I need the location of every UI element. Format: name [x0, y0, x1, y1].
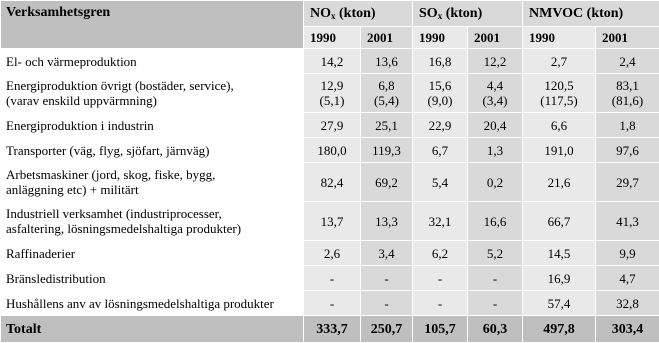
header-group-subscript: x — [438, 11, 443, 21]
value-cell: 120,5 (117,5) — [523, 74, 596, 113]
value-cell: 2,4 — [596, 49, 659, 74]
value-cell: 6,6 — [523, 113, 596, 138]
value-cell: 32,8 — [596, 291, 659, 316]
value-cell: 69,2 — [361, 163, 413, 202]
value-cell: 4,7 — [596, 266, 659, 291]
value-cell: 66,7 — [523, 202, 596, 241]
value-cell: 191,0 — [523, 138, 596, 163]
value-cell: - — [413, 266, 468, 291]
value-cell: - — [468, 266, 523, 291]
year-cell: 2001 — [596, 27, 659, 49]
value-cell: - — [361, 266, 413, 291]
table-row — [1, 74, 659, 113]
row-label: Raffinaderier — [1, 241, 304, 266]
year-cell: 2001 — [361, 27, 413, 49]
value-cell: 57,4 — [523, 291, 596, 316]
value-cell: 21,6 — [523, 163, 596, 202]
value-cell: 5,2 — [468, 241, 523, 266]
value-cell: 1,8 — [596, 113, 659, 138]
value-cell: 15,6 (9,0) — [413, 74, 468, 113]
value-cell: 2,6 — [304, 241, 361, 266]
value-cell: 22,9 — [413, 113, 468, 138]
year-cell: 1990 — [304, 27, 361, 49]
value-cell: 13,3 — [361, 202, 413, 241]
header-row — [1, 1, 659, 27]
value-cell: 14,5 — [523, 241, 596, 266]
value-cell: 29,7 — [596, 163, 659, 202]
row-label: Energiproduktion i industrin — [1, 113, 304, 138]
total-label: Totalt — [1, 316, 304, 343]
value-cell: 25,1 — [361, 113, 413, 138]
header-group-unit: (kton) — [336, 6, 376, 21]
value-cell: 2,7 — [523, 49, 596, 74]
value-cell: 41,3 — [596, 202, 659, 241]
row-label: El- och värmeproduktion — [1, 49, 304, 74]
header-group-1 — [413, 1, 523, 27]
value-cell: 12,2 — [468, 49, 523, 74]
value-cell: 27,9 — [304, 113, 361, 138]
value-cell: 5,4 — [413, 163, 468, 202]
header-group-unit: (kton) — [442, 6, 482, 21]
table-row — [1, 113, 659, 138]
year-cell: 2001 — [468, 27, 523, 49]
header-sector: Verksamhetsgren — [1, 1, 304, 49]
total-row — [1, 316, 659, 343]
value-cell: 3,4 — [361, 241, 413, 266]
year-cell: 1990 — [413, 27, 468, 49]
value-cell: 9,9 — [596, 241, 659, 266]
table-row — [1, 241, 659, 266]
total-value: 303,4 — [596, 316, 659, 343]
row-label: Bränsledistribution — [1, 266, 304, 291]
header-group-main: SO — [419, 6, 438, 21]
header-group-subscript: x — [331, 11, 336, 21]
value-cell: 4,4 (3,4) — [468, 74, 523, 113]
value-cell: - — [304, 266, 361, 291]
value-cell: - — [468, 291, 523, 316]
value-cell: 12,9 (5,1) — [304, 74, 361, 113]
year-cell: 1990 — [523, 27, 596, 49]
value-cell: 16,9 — [523, 266, 596, 291]
table-row — [1, 138, 659, 163]
value-cell: 97,6 — [596, 138, 659, 163]
total-value: 497,8 — [523, 316, 596, 343]
row-label: Hushållens anv av lösningsmedelshaltiga produkter — [1, 291, 304, 316]
table-row — [1, 202, 659, 241]
total-value: 250,7 — [361, 316, 413, 343]
row-label: Transporter (väg, flyg, sjöfart, järnväg) — [1, 138, 304, 163]
row-label: Arbetsmaskiner (jord, skog, fiske, bygg, anläggning etc) + militärt — [1, 163, 304, 202]
total-value: 60,3 — [468, 316, 523, 343]
value-cell: - — [304, 291, 361, 316]
value-cell: 180,0 — [304, 138, 361, 163]
total-value: 333,7 — [304, 316, 361, 343]
table-row — [1, 266, 659, 291]
value-cell: 16,8 — [413, 49, 468, 74]
row-label: Energiproduktion övrigt (bostäder, service), (varav enskild uppvärmning) — [1, 74, 304, 113]
value-cell: 1,3 — [468, 138, 523, 163]
value-cell: 13,7 — [304, 202, 361, 241]
value-cell: 119,3 — [361, 138, 413, 163]
value-cell: 6,7 — [413, 138, 468, 163]
header-group-2 — [523, 1, 659, 27]
header-group-main: NMVOC (kton) — [529, 6, 623, 21]
value-cell: 13,6 — [361, 49, 413, 74]
table-row — [1, 291, 659, 316]
value-cell: 0,2 — [468, 163, 523, 202]
header-group-0 — [304, 1, 413, 27]
table-row — [1, 163, 659, 202]
table-row — [1, 49, 659, 74]
value-cell: 14,2 — [304, 49, 361, 74]
value-cell: 6,8 (5,4) — [361, 74, 413, 113]
value-cell: 83,1 (81,6) — [596, 74, 659, 113]
header-group-main: NO — [310, 6, 331, 21]
value-cell: 6,2 — [413, 241, 468, 266]
value-cell: 82,4 — [304, 163, 361, 202]
total-value: 105,7 — [413, 316, 468, 343]
row-label: Industriell verksamhet (industriprocesser, asfaltering, lösningsmedelshaltiga produkter) — [1, 202, 304, 241]
value-cell: 20,4 — [468, 113, 523, 138]
value-cell: - — [361, 291, 413, 316]
value-cell: 32,1 — [413, 202, 468, 241]
value-cell: - — [413, 291, 468, 316]
value-cell: 16,6 — [468, 202, 523, 241]
